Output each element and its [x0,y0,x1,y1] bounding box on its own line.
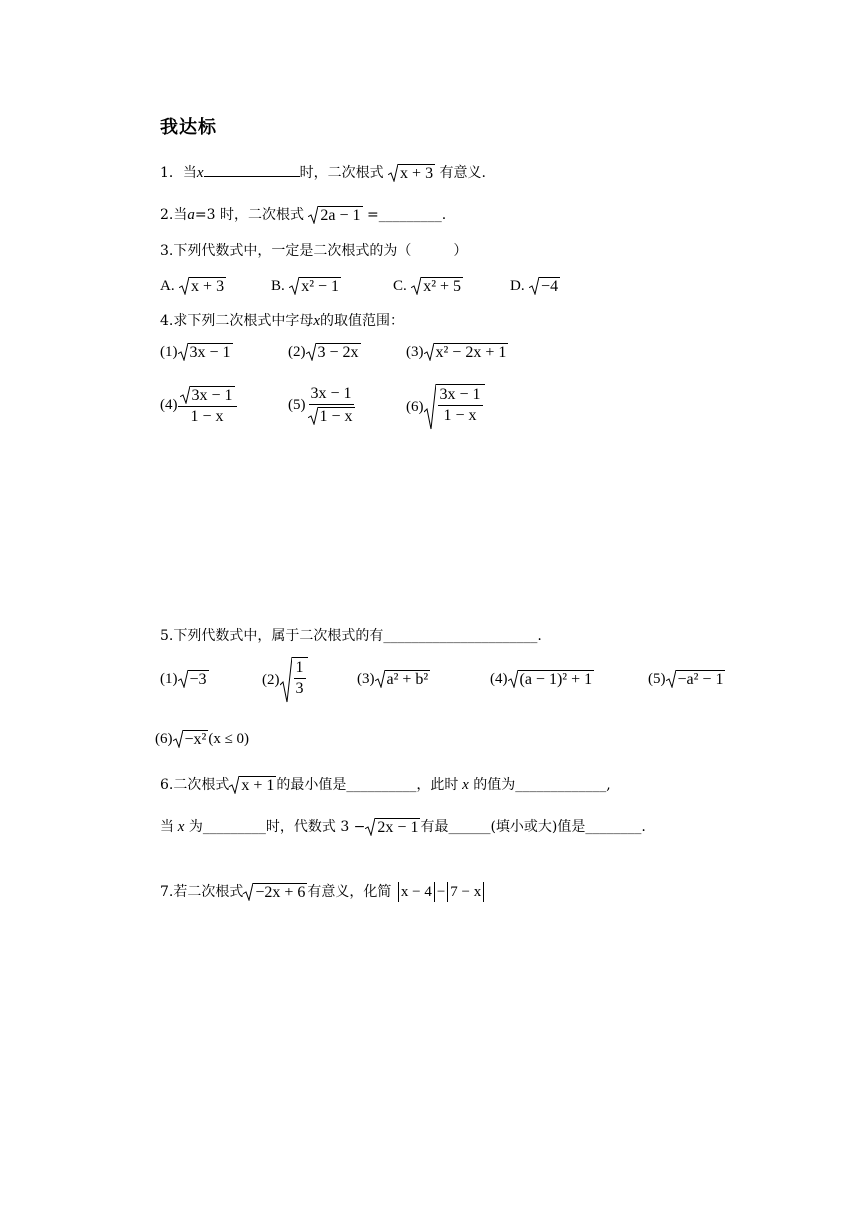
q5-item-3: (3) a² + b² [357,671,429,688]
question-5-text: 5.下列代数式中，属于二次根式的有______________________. [160,628,542,644]
question-7: 7.若二次根式 −2x + 6 有意义，化简 x − 4 − 7 − x [160,882,486,902]
section-title: 我达标 [160,117,217,138]
question-4-text: 4.求下列二次根式中字母x的取值范围： [160,313,405,329]
q1-prefix: 1．当 [160,165,197,181]
question-3-text: 3.下列代数式中，一定是二次根式的为（ ） [160,243,468,259]
q2-radical: 2a − 1 [308,206,362,224]
q2-prefix: 2.当 [160,207,188,223]
q1-blank[interactable] [204,164,300,177]
question-2 [160,206,446,224]
question-6-line-1: 6.二次根式 x + 1 的最小值是__________，此时 x 的值为_____________, [160,777,611,794]
q5-item-2: (2) $\frac{1}{3}$ [262,657,308,703]
q4-item-6: (6) $\frac{3x - 1}{1 - x}$ [406,384,485,430]
q4-item-2: (2) 3 − 2x [288,344,359,361]
q1-suffix: 有意义. [439,165,486,181]
q3-option-a[interactable]: A. x + 3 [160,278,225,295]
q4-item-5: (5) $\frac{3x - 1}{1 - x}$ [288,385,353,425]
q5-item-1: (1) −3 [160,671,207,688]
q1-mid: 时，二次根式 [299,165,384,181]
q3-option-d[interactable]: D. −4 [510,278,559,295]
q2-eq: =3 时，二次根式 [194,207,304,223]
q5-item-6: (6) −x² (x ≤ 0) [155,731,250,748]
q2-suffix: =_________. [362,207,447,223]
question-1 [160,164,486,182]
q3-option-c[interactable]: C. x² + 5 [393,278,462,295]
q2-var: a [187,207,195,223]
q3-option-b[interactable]: B. x² − 1 [271,278,340,295]
q1-radical: x + 3 [388,164,435,182]
q4-item-4: (4) $\frac{3x - 1}{1 - x}$ [160,386,237,425]
question-6-line-2: 当 x 为_________时，代数式 3 − 2x − 1 有最______(填小或大)值是________. [160,819,646,836]
q4-item-1: (1) 3x − 1 [160,344,231,361]
q4-item-3: (3) x² − 2x + 1 [406,344,507,361]
q1-var: x [196,165,204,181]
q5-item-5: (5) −a² − 1 [648,671,724,688]
q5-item-4: (4) (a − 1)² + 1 [490,671,593,688]
